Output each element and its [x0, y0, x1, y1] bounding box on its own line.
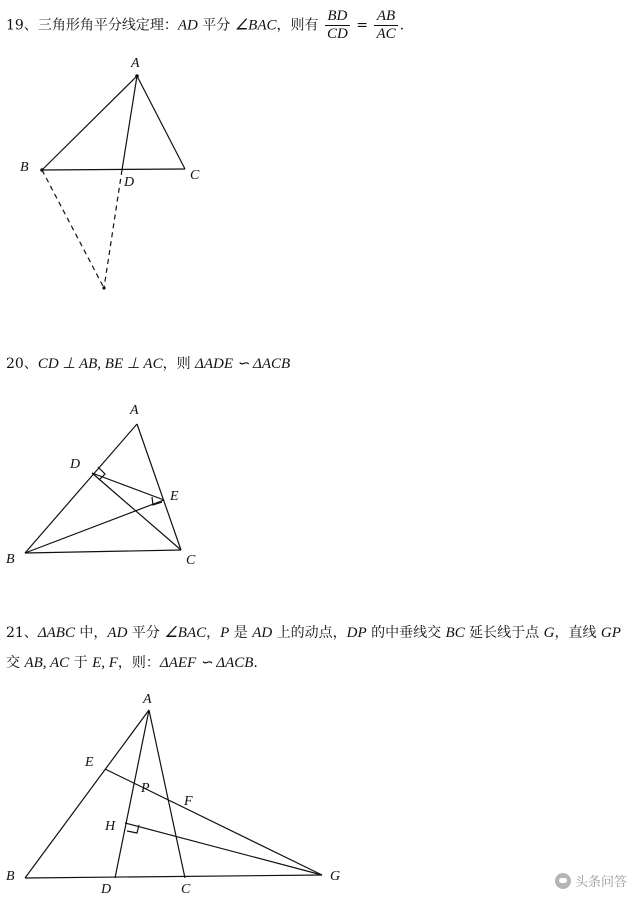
statement-text: ，则有	[276, 17, 323, 34]
fraction-ab-ac	[374, 8, 397, 43]
math-expr: AD	[177, 17, 198, 34]
math-expr: P	[220, 625, 230, 641]
math-expr: AB, AC	[24, 655, 70, 671]
label-p: P	[141, 781, 150, 796]
label-b: B	[6, 869, 15, 884]
label-c: C	[181, 882, 191, 897]
segment-ac	[149, 710, 185, 878]
line-eg	[105, 769, 322, 875]
label-c: C	[190, 168, 200, 183]
label-h: H	[105, 819, 116, 834]
statement-text: 交	[6, 655, 25, 671]
problem-number: 21、	[6, 625, 38, 641]
math-expr: ΔADE ∽ ΔACB	[195, 356, 291, 372]
chat-bubble-icon	[555, 873, 571, 889]
statement-text: 的中垂线交	[366, 625, 446, 641]
statement-text: 平分	[127, 625, 165, 641]
statement-text: ，则：	[117, 655, 160, 671]
fraction-bd-cd	[325, 8, 350, 43]
segment-ad	[122, 76, 137, 170]
figure-21-diagram	[0, 680, 637, 900]
label-c: C	[186, 553, 196, 568]
point-b	[40, 168, 44, 172]
statement-text: 中，	[74, 625, 108, 641]
equals-sign: =	[351, 17, 373, 34]
fraction-numerator: AB	[374, 8, 397, 26]
watermark	[555, 871, 627, 890]
statement-text: 上的动点，	[272, 625, 347, 641]
statement-end: .	[253, 655, 258, 671]
statement-text: 平分	[197, 17, 235, 34]
label-b: B	[6, 552, 15, 567]
statement-text: 于	[69, 655, 93, 671]
statement-end: .	[399, 17, 405, 34]
math-expr: ΔABC	[37, 625, 75, 641]
segment-bc	[25, 550, 181, 553]
point-a	[135, 74, 139, 78]
statement-text: ，直线	[554, 625, 601, 641]
problem-21-statement-line2	[6, 653, 258, 673]
label-e: E	[170, 489, 179, 504]
segment-bg	[25, 875, 322, 878]
problem-19-statement	[6, 8, 404, 43]
segment-hg	[125, 823, 322, 875]
watermark-text: 头条问答	[574, 875, 627, 890]
label-d: D	[70, 457, 81, 472]
label-e: E	[85, 755, 94, 770]
fraction-denominator: CD	[326, 26, 348, 42]
figure-20-diagram	[0, 396, 637, 596]
statement-text: ，则	[162, 356, 196, 372]
math-expr: BC	[445, 625, 465, 641]
math-expr: GP	[600, 625, 621, 641]
math-expr: G	[543, 625, 555, 641]
problem-21-statement-line1	[6, 623, 621, 643]
label-f: F	[184, 794, 193, 809]
statement-text: 是	[229, 625, 253, 641]
math-expr: E, F	[92, 655, 118, 671]
segment-ac	[137, 76, 185, 169]
dashed-b	[42, 170, 104, 288]
label-a: A	[130, 403, 139, 418]
label-g: G	[330, 869, 341, 884]
label-a: A	[143, 692, 152, 707]
segment-ab	[42, 76, 137, 170]
math-expr: ΔAEF ∽ ΔACB	[159, 655, 254, 671]
label-b: B	[20, 160, 29, 175]
figure-19-diagram	[0, 50, 637, 350]
fraction-numerator: BD	[325, 8, 350, 26]
statement-text: 延长线于点	[464, 625, 544, 641]
extension-d	[104, 170, 122, 288]
problem-number: 20、	[6, 356, 38, 372]
point-extension	[102, 286, 105, 289]
math-expr: AD	[107, 625, 128, 641]
math-expr: DP	[346, 625, 367, 641]
segment-ab	[25, 424, 137, 553]
math-expr: AD	[252, 625, 273, 641]
segment-de	[92, 473, 164, 500]
statement-text: 三角形角平分线定理：	[37, 17, 178, 34]
statement-text: ，	[206, 625, 221, 641]
label-d: D	[124, 175, 135, 190]
problem-20-statement	[6, 354, 290, 374]
segment-ab	[25, 710, 149, 878]
label-a: A	[131, 56, 140, 71]
segment-bc	[42, 169, 185, 170]
segment-be	[25, 500, 164, 553]
fraction-denominator: AC	[376, 26, 396, 42]
math-expr: ∠BAC	[234, 17, 277, 34]
problem-number: 19、	[6, 17, 38, 34]
math-expr: CD ⊥ AB, BE ⊥ AC	[37, 356, 163, 372]
label-d: D	[101, 882, 112, 897]
math-expr: ∠BAC	[164, 625, 207, 641]
